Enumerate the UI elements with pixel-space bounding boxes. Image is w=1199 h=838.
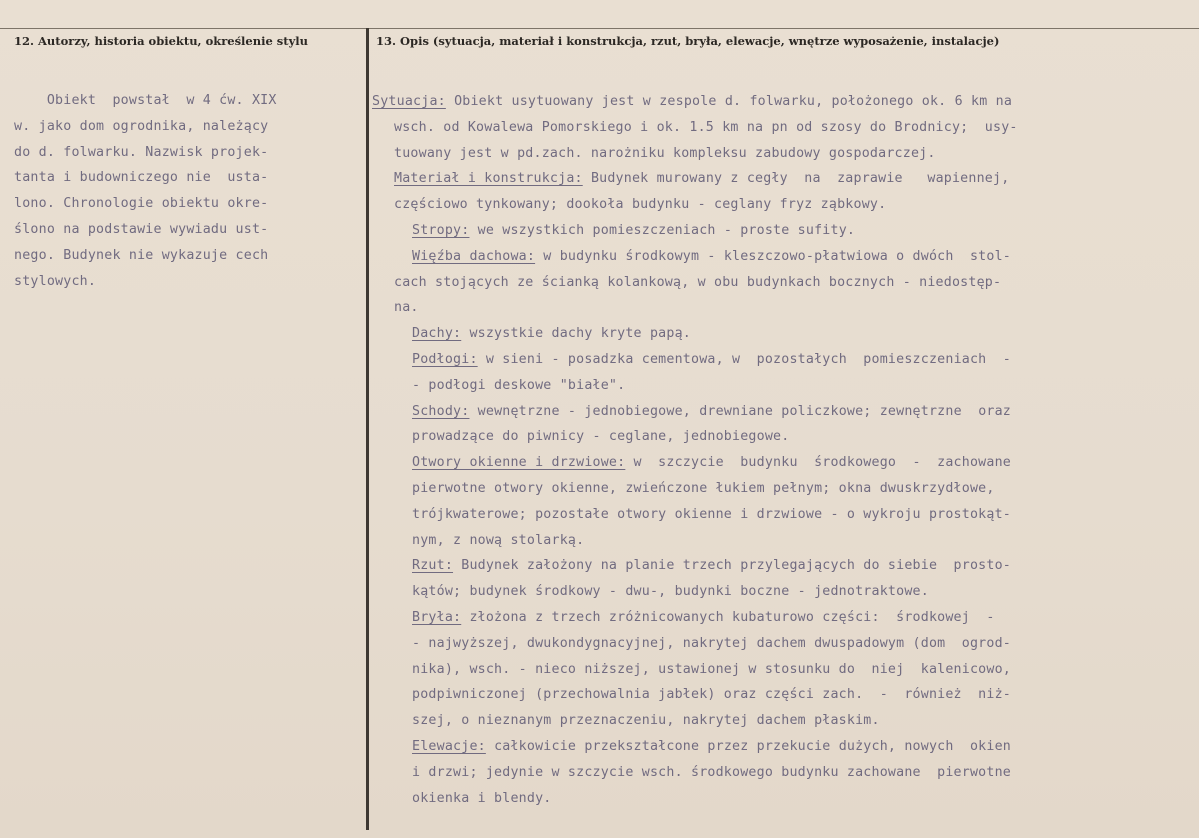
field-label: Schody:: [412, 403, 470, 419]
field-label: Materiał i konstrukcja:: [394, 171, 583, 187]
field-text: całkowicie przekształcone przez przekucie dużych, nowych okien: [485, 738, 1012, 754]
field-text: na.: [394, 300, 419, 316]
description-line: [372, 218, 1182, 244]
field-text: kątów; budynek środkowy - dwu-, budynki boczne - jednotraktowe.: [412, 584, 929, 600]
field-text: podpiwniczonej (przechowalnia jabłek) oraz części zach. - również niż-: [412, 687, 1011, 703]
field-label: Bryła:: [412, 609, 462, 625]
description-line: [372, 786, 1182, 812]
description-line: [372, 166, 1182, 192]
field-label: Więźba dachowa:: [412, 248, 536, 264]
field-text: wsch. od Kowalewa Pomorskiego i ok. 1.5 km na pn od szosy do Brodnicy; usy-: [394, 119, 1018, 135]
field-text: wewnętrzne - jednobiegowe, drewniane policzkowe; zewnętrzne oraz: [469, 403, 1012, 419]
description-line: [372, 657, 1182, 683]
field-text: okienka i blendy.: [412, 790, 552, 806]
description-line: [372, 734, 1182, 760]
column-divider: [366, 28, 369, 830]
description-line: [372, 295, 1182, 321]
field-text: wszystkie dachy kryte papą.: [461, 326, 691, 342]
field-text: częściowo tynkowany; dookoła budynku - ceglany fryz ząbkowy.: [394, 197, 887, 213]
description-line: [372, 399, 1182, 425]
description-line: [372, 89, 1182, 115]
left-text-line: stylowych.: [14, 273, 97, 289]
description-line: [372, 553, 1182, 579]
field-text: nika), wsch. - nieco niższej, ustawionej w stosunku do niej kalenicowo,: [412, 661, 1011, 677]
description-line: [372, 192, 1182, 218]
left-text-line: tanta i budowniczego nie usta-: [14, 170, 269, 186]
description-line: [372, 631, 1182, 657]
description-line: [372, 373, 1182, 399]
field-text: nym, z nową stolarką.: [412, 532, 585, 548]
field-text: w sieni - posadzka cementowa, w pozostałych pomieszczeniach -: [477, 351, 1012, 367]
description-line: [372, 760, 1182, 786]
description-line: [372, 424, 1182, 450]
field-label: Podłogi:: [412, 351, 478, 367]
field-text: w budynku środkowym - kleszczowo-płatwiowa o dwóch stol-: [535, 248, 1012, 264]
field-text: - podłogi deskowe "białe".: [412, 377, 626, 393]
left-text-line: nego. Budynek nie wykazuje cech: [14, 247, 269, 263]
description-line: [372, 244, 1182, 270]
description-line: [372, 450, 1182, 476]
description-line: [372, 270, 1182, 296]
section-13-header: 13. Opis (sytuacja, materiał i konstrukcja, rzut, bryła, elewacje, wnętrze wyposażenie, instalacje): [376, 34, 1000, 48]
field-text: w szczycie budynku środkowego - zachowane: [625, 455, 1011, 471]
field-text: Obiekt usytuowany jest w zespole d. folwarku, położonego ok. 6 km na: [445, 94, 1013, 109]
field-label: Dachy:: [412, 326, 462, 342]
left-text-line: lono. Chronologie obiektu okre-: [14, 196, 269, 212]
field-text: - najwyższej, dwukondygnacyjnej, nakrytej dachem dwuspadowym (dom ogrod-: [412, 635, 1011, 651]
top-rule: [0, 28, 1199, 29]
description-text: [372, 89, 1182, 811]
field-text: szej, o nieznanym przeznaczeniu, nakrytej dachem płaskim.: [412, 713, 880, 729]
field-text: prowadzące do piwnicy - ceglane, jednobiegowe.: [412, 429, 790, 445]
left-text-line: w. jako dom ogrodnika, należący: [14, 118, 269, 134]
description-line: [372, 605, 1182, 631]
field-text: cach stojących ze ścianką kolankową, w obu budynkach bocznych - niedostęp-: [394, 274, 1002, 290]
section-12-header: 12. Autorzy, historia obiektu, określenie stylu: [14, 34, 308, 48]
description-line: [372, 141, 1182, 167]
field-text: Budynek założony na planie trzech przylegających do siebie prosto-: [453, 558, 1011, 574]
description-line: [372, 579, 1182, 605]
description-line: [372, 347, 1182, 373]
description-line: [372, 502, 1182, 528]
field-text: Budynek murowany z cegły na zaprawie wapiennej,: [582, 171, 1010, 187]
field-label: Elewacje:: [412, 738, 486, 754]
field-text: i drzwi; jedynie w szczycie wsch. środkowego budynku zachowane pierwotne: [412, 764, 1011, 780]
authors-history-text: [14, 88, 354, 294]
description-line: [372, 476, 1182, 502]
field-label: Sytuacja:: [372, 94, 446, 109]
left-text-line: ślono na podstawie wywiadu ust-: [14, 221, 269, 237]
left-text-line: do d. folwarku. Nazwisk projek-: [14, 144, 269, 160]
field-label: Rzut:: [412, 558, 454, 574]
description-line: [372, 528, 1182, 554]
description-line: [372, 321, 1182, 347]
field-label: Otwory okienne i drzwiowe:: [412, 455, 626, 471]
field-text: pierwotne otwory okienne, zwieńczone łukiem pełnym; okna dwuskrzydłowe,: [412, 480, 995, 496]
field-label: Stropy:: [412, 222, 470, 238]
field-text: we wszystkich pomieszczeniach - proste sufity.: [469, 222, 856, 238]
field-text: trójkwaterowe; pozostałe otwory okienne i drzwiowe - o wykroju prostokąt-: [412, 506, 1011, 522]
field-text: złożona z trzech zróżnicowanych kubaturowo części: środkowej -: [461, 609, 995, 625]
description-line: [372, 115, 1182, 141]
description-line: [372, 682, 1182, 708]
description-line: [372, 708, 1182, 734]
left-text-line: Obiekt powstał w 4 ćw. XIX: [14, 93, 277, 108]
field-text: tuowany jest w pd.zach. narożniku kompleksu zabudowy gospodarczej.: [394, 145, 936, 161]
